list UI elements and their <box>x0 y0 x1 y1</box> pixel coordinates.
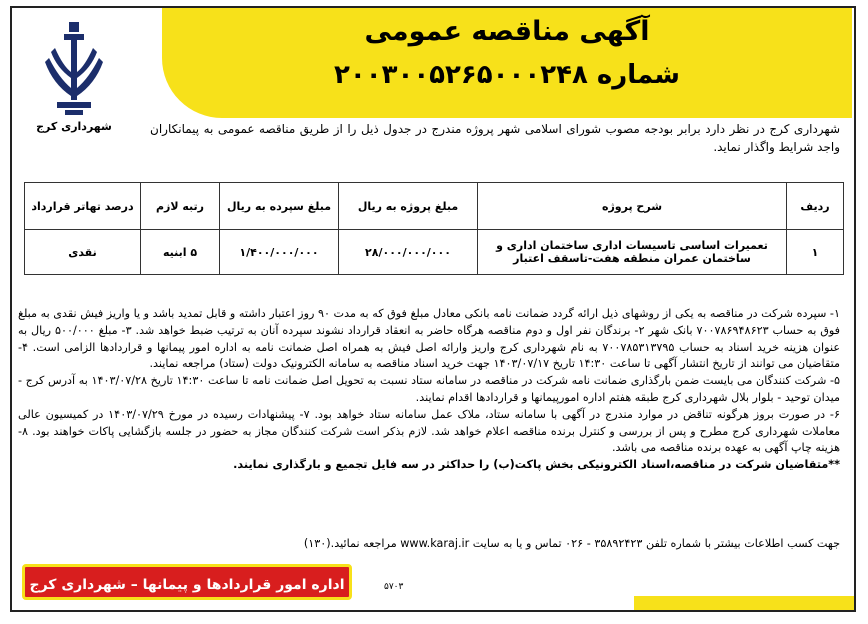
table-header-row <box>25 183 844 230</box>
table-row <box>25 230 844 275</box>
cell-required-rank: ۵ ابنیه <box>141 230 220 275</box>
conditions-note: **متقاضیان شرکت در مناقصه،اسناد الکترونیکی بخش پاکت(ب) را حداکثر در سه فایل تجمیع و بارگذاری نمایند. <box>233 458 840 472</box>
logo-emblem-icon <box>39 18 109 118</box>
ad-number: شماره ۲۰۰۳۰۰۵۲۶۵۰۰۰۲۴۸ <box>333 60 681 90</box>
contact-line: جهت کسب اطلاعات بیشتر با شماره تلفن ۳۵۸۹۲۴۲۳ - ۰۲۶ تماس و یا به سایت www.karaj.ir مراجعه نمائید.(۱۳۰) <box>303 537 840 550</box>
intro-paragraph: شهرداری کرج در نظر دارد برابر بودجه مصوب شورای اسلامی شهر پروژه مندرج در جدول ذیل را از طریق مناقصه عمومی به پیمانکاران واجد شرایط واگذار نماید. <box>150 122 840 154</box>
ad-code: ۵۷۰۳ <box>384 582 404 592</box>
cell-project-amount: ۲۸/۰۰۰/۰۰۰/۰۰۰ <box>339 230 478 275</box>
tender-advertisement <box>10 6 856 612</box>
header-banner <box>162 8 852 118</box>
karaj-municipality-logo <box>24 18 124 148</box>
department-banner: اداره امور قراردادها و پیمانها – شهرداری کرج <box>22 564 352 600</box>
conditions-paragraph-1: ۱- سپرده شرکت در مناقصه به یکی از روشهای ذیل ارائه گردد ضمانت نامه بانکی معادل مبلغ فوق که به مدت ۹۰ روز اعتبار داشته و قابل تمدید باشد و یا واریز فیش نقدی به مبلغ فوق به حساب ۷۰۰۷۸۶۹۴۸۶۲۳ بانک شهر ۲- برندگان نفر اول و دوم مناقصه هرگاه حاضر به انعقاد قرارداد نشوند سپرده آنان به ترتیب ضبط خواهد شد. ۳- مبلغ ۵۰۰/۰۰۰ ریال به عنوان هزینه خرید اسناد به حساب ۷۰۰۷۸۵۳۱۳۷۹۵ به نام شهرداری کرج واریز وارائه اصل فیش به همراه اصل ضمانت نامه به اداره امور پیمانها و قراردادها الزامی است. ۴- متقاضیان می توانند از تاریخ انتشار آگهی تا ساعت ۱۴:۳۰ تاریخ ۱۴۰۳/۰۷/۱۷ جهت خرید اسناد مناقصه به سامانه الکترونیک دولت (ستاد) مراجعه نمایند. <box>18 307 840 371</box>
col-settlement-percent: درصد تهاتر قرارداد <box>25 183 141 230</box>
conditions-text <box>18 306 840 474</box>
conditions-paragraph-2: ۵- شرکت کنندگان می بایست ضمن بارگذاری ضمانت نامه شرکت در مناقصه در سامانه ستاد نسبت به تحویل اصل ضمانت نامه تا ساعت ۱۴:۳۰ تاریخ ۱۴۰۳/۰۷/۲۸ به آدرس کرج - میدان توحید - بلوار بلال شهرداری کرج طبقه هفتم اداره امورپیمانها و قراردادها اقدام نمایند. <box>18 374 840 404</box>
cell-settlement: نقدی <box>25 230 141 275</box>
cell-deposit-amount: ۱/۴۰۰/۰۰۰/۰۰۰ <box>220 230 339 275</box>
logo-caption: شهرداری کرج <box>36 120 112 133</box>
col-project-amount: مبلغ پروژه به ریال <box>339 183 478 230</box>
col-required-rank: رتبه لازم <box>141 183 220 230</box>
bottom-accent-bar <box>634 596 854 610</box>
cell-row-number: ۱ <box>787 230 844 275</box>
col-description: شرح پروژه <box>478 183 787 230</box>
col-deposit-amount: مبلغ سپرده به ریال <box>220 183 339 230</box>
projects-table <box>24 182 844 275</box>
col-row-number: ردیف <box>787 183 844 230</box>
ad-title: آگهی مناقصه عمومی <box>364 16 650 47</box>
cell-description: تعمیرات اساسی تاسیسات اداری ساختمان اداری و ساختمان عمران منطقه هفت-تاسقف اعتبار <box>478 230 787 275</box>
conditions-paragraph-3: ۶- در صورت بروز هرگونه تناقض در موارد مندرج در آگهی با سامانه ستاد، ملاک عمل سامانه ستاد خواهد بود. ۷- پیشنهادات رسیده در مورخ ۱۴۰۳/۰۷/۲۹ در کمیسیون عالی معاملات شهرداری کرج مطرح و پس از بررسی و کنترل برنده مناقصه اعلام خواهد شد. لازم بذکر است شرکت کنندگان مجاز به حضور در جلسه بازگشایی پاکات خواهند بود. ۸- هزینه چاپ آگهی به عهده برنده مناقصه می باشد. <box>18 407 840 455</box>
